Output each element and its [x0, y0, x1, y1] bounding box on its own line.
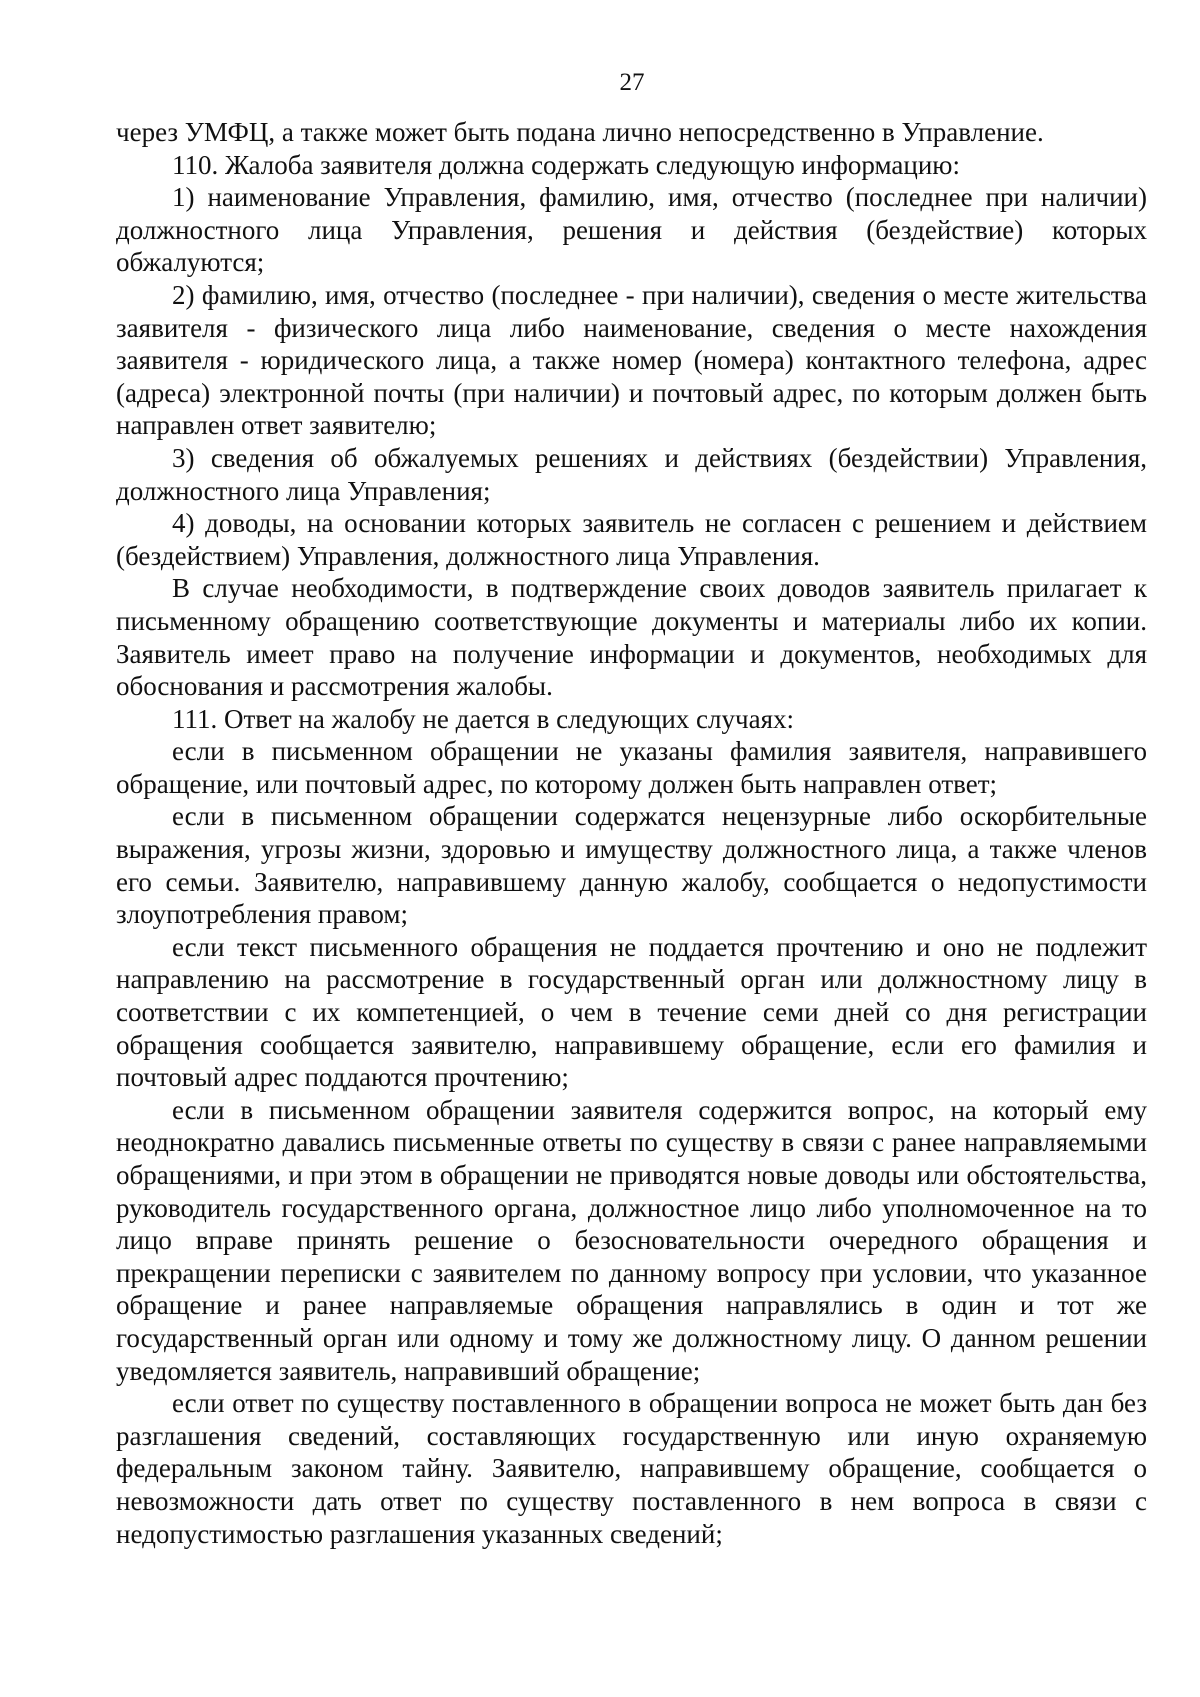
paragraph-subitem-4: 4) доводы, на основании которых заявитель не согласен с решением и действием (бездействием) Управления, должностного лица Управления. [116, 508, 1147, 571]
paragraph-subitem-3: 3) сведения об обжалуемых решениях и действиях (бездействии) Управления, должностного лица Управления; [116, 442, 1147, 506]
paragraph-subitem-2: 2) фамилию, имя, отчество (последнее - при наличии), сведения о месте жительства заявителя - физического лица либо наименование, сведения о месте нахождения заявителя - юридического лица, а также номер (номера) контактного телефона, адрес (адреса) электронной почты (при наличии) и почтовый адрес, по которым должен быть направлен ответ заявителю; [116, 279, 1147, 441]
paragraph-item-111: 111. Ответ на жалобу не дается в следующих случаях: [172, 703, 795, 734]
paragraph-case-offensive: если в письменном обращении содержатся нецензурные либо оскорбительные выражения, угрозы жизни, здоровью и имуществу должностного лица, а также членов его семьи. Заявителю, направившему данную жалобу, сообщается о недопустимости злоупотребления правом; [116, 801, 1147, 930]
document-body [116, 116, 1147, 1550]
paragraph-continuation: через УМФЦ, а также может быть подана лично непосредственно в Управление. [116, 117, 1044, 147]
paragraph-item-110: 110. Жалоба заявителя должна содержать следующую информацию: [172, 149, 960, 180]
paragraph-case-secret: если ответ по существу поставленного в обращении вопроса не может быть дан без разглашения сведений, составляющих государственную или иную охраняемую федеральным законом тайну. Заявителю, направившему обращение, сообщается о невозможности дать ответ по существу поставленного в нем вопроса в связи с недопустимостью разглашения указанных сведений; [116, 1388, 1147, 1549]
paragraph-case-no-name: если в письменном обращении не указаны фамилия заявителя, направившего обращение, или почтовый адрес, по которому должен быть направлен ответ; [116, 736, 1147, 799]
paragraph-case-unreadable: если текст письменного обращения не поддается прочтению и оно не подлежит направлению на рассмотрение в государственный орган или должностному лицу в соответствии с их компетенцией, о чем в течение семи дней со дня регистрации обращения сообщается заявителю, направившему обращение, если его фамилия и почтовый адрес поддаются прочтению; [116, 931, 1147, 1093]
paragraph-subitem-1: 1) наименование Управления, фамилию, имя, отчество (последнее при наличии) должностного лица Управления, решения и действия (бездействие) которых обжалуются; [116, 182, 1147, 278]
paragraph-case-repeated: если в письменном обращении заявителя содержится вопрос, на который ему неоднократно давались письменные ответы по существу в связи с ранее направляемыми обращениями, и при этом в обращении не приводятся новые доводы или обстоятельства, руководитель государственного органа, должностное лицо либо уполномоченное на то лицо вправе принять решение о безосновательности очередного обращения и прекращении переписки с заявителем по данному вопросу при условии, что указанное обращение и ранее направляемые обращения направлялись в один и тот же государственный орган или одному и тому же должностному лицу. О данном решении уведомляется заявитель, направивший обращение; [116, 1094, 1147, 1386]
page-number: 27 [619, 69, 645, 96]
paragraph-documents: В случае необходимости, в подтверждение своих доводов заявитель прилагает к письменному обращению соответствующие документы и материалы либо их копии. Заявитель имеет право на получение информации и документов, необходимых для обоснования и рассмотрения жалобы. [116, 573, 1147, 702]
